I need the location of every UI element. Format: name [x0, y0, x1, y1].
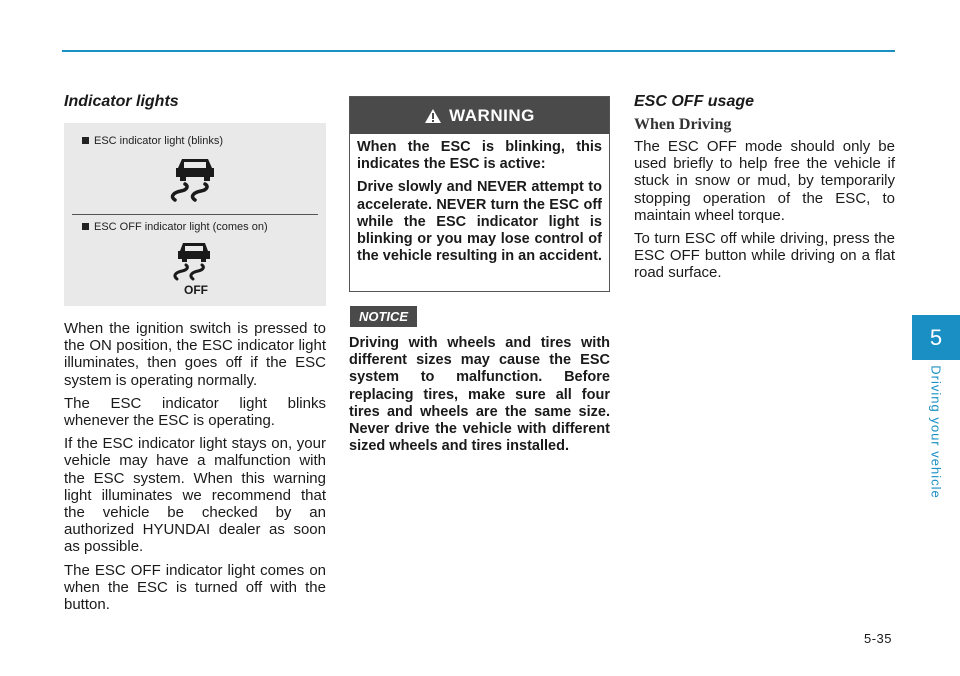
chapter-tab[interactable]: 5	[912, 315, 960, 360]
esc-indicator-icon	[167, 153, 223, 203]
esc-off-usage-title: ESC OFF usage	[634, 93, 755, 110]
when-driving-subtitle: When Driving	[634, 116, 732, 133]
warning-heading: WARNING	[449, 105, 535, 125]
indicator-lights-title: Indicator lights	[64, 93, 179, 110]
paragraph: To turn ESC off while driving, press the ESC OFF button while driving on a flat road surface.	[634, 230, 895, 282]
warning-header	[350, 97, 609, 134]
indicator-divider	[72, 214, 318, 215]
indicator-description	[64, 320, 326, 619]
chapter-title: Driving your vehicle	[928, 365, 944, 499]
paragraph: When the ESC is blinking, this indicates the ESC is active:	[357, 139, 602, 173]
header-rule	[62, 50, 895, 52]
page-number: 5-35	[864, 631, 893, 646]
paragraph: The ESC OFF indicator light comes on when the ESC is turned off with the button.	[64, 561, 326, 614]
paragraph: The ESC OFF mode should only be used briefly to help free the vehicle if stuck in snow or mud, by temporarily stopping operation of the ESC, to maintain wheel torque.	[634, 138, 895, 224]
bullet-square-icon	[82, 137, 89, 144]
esc-off-caption: ESC OFF indicator light (comes on)	[82, 221, 268, 233]
notice-badge: NOTICE	[350, 306, 417, 327]
warning-box	[349, 96, 610, 292]
esc-off-indicator-icon	[171, 241, 221, 297]
warning-body	[350, 134, 609, 265]
indicator-illustration-panel	[64, 123, 326, 306]
esc-blink-caption: ESC indicator light (blinks)	[82, 135, 223, 147]
paragraph: Drive slowly and NEVER attempt to accelerate. NEVER turn the ESC off while the ESC indicator light is blinking or you may lose control of the vehicle resulting in an accident.	[357, 179, 602, 265]
paragraph: When the ignition switch is pressed to the ON position, the ESC indicator light illuminates, then goes off if the ESC system is operating normally.	[64, 320, 326, 389]
paragraph: If the ESC indicator light stays on, your vehicle may have a malfunction with the ESC system. When this warning light illuminates we recommend that the vehicle be checked by an authorized HYUNDAI dealer as soon as possible.	[64, 435, 326, 556]
warning-triangle-icon	[424, 108, 442, 124]
paragraph: The ESC indicator light blinks whenever the ESC is operating.	[64, 394, 326, 430]
off-icon-label: OFF	[184, 283, 208, 297]
bullet-square-icon	[82, 223, 89, 230]
notice-text: Driving with wheels and tires with different sizes may cause the ESC system to malfunction. Before replacing tires, make sure all four tires and wheels are the same size. Never drive the vehicle with different sized wheels and tires installed.	[349, 335, 610, 455]
esc-off-description	[634, 138, 895, 288]
